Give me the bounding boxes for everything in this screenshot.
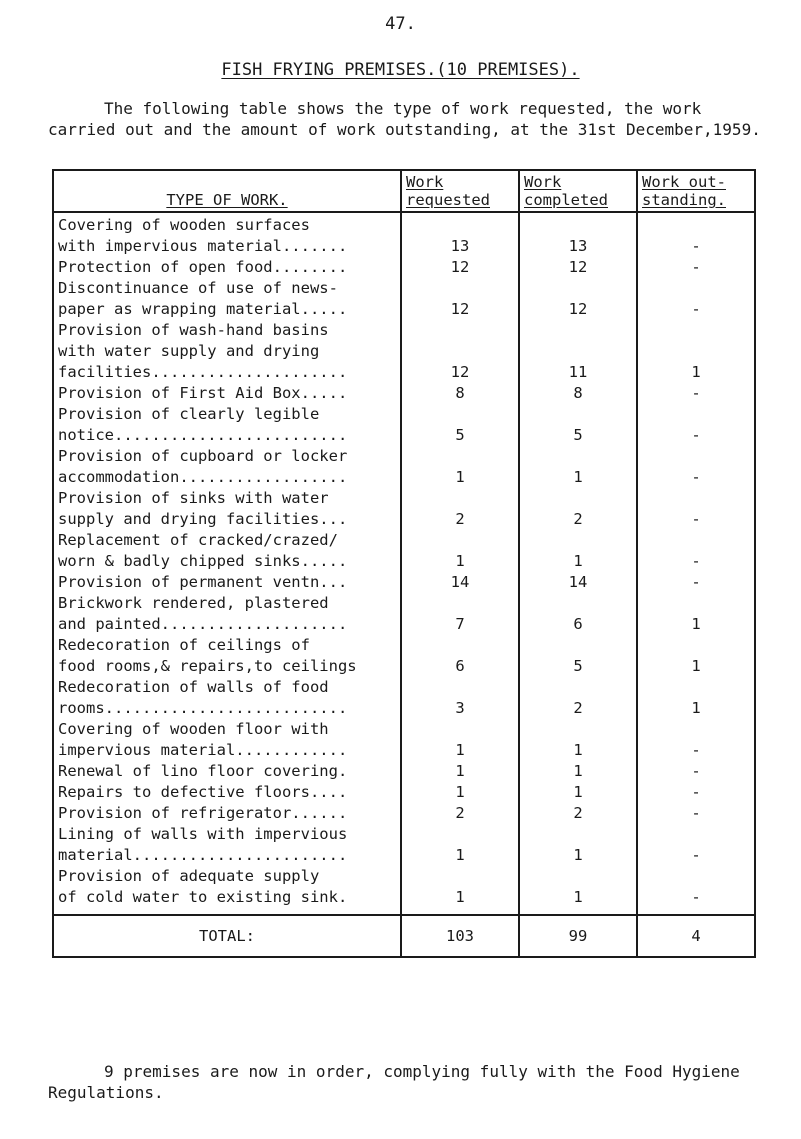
work-type-cell: Redecoration of ceilings of food rooms,& repairs,to ceilings (53, 635, 401, 677)
header-work-outstanding: Work out-standing. (637, 170, 755, 212)
work-type-cell: Provision of sinks with water supply and drying facilities... (53, 488, 401, 530)
completed-cell: 1 (519, 866, 637, 915)
table-row (53, 404, 755, 446)
requested-cell: 12 (401, 278, 519, 320)
table-row (53, 530, 755, 572)
work-type-cell: Provision of refrigerator...... (53, 803, 401, 824)
completed-cell: 5 (519, 404, 637, 446)
table-row (53, 572, 755, 593)
completed-cell: 2 (519, 677, 637, 719)
completed-cell: 2 (519, 488, 637, 530)
table-row (53, 383, 755, 404)
requested-cell: 1 (401, 866, 519, 915)
work-type-cell: Provision of cupboard or locker accommodation.................. (53, 446, 401, 488)
completed-cell: 11 (519, 320, 637, 383)
requested-cell: 8 (401, 383, 519, 404)
requested-cell: 1 (401, 530, 519, 572)
table-row (53, 278, 755, 320)
header-work-completed: Work completed (519, 170, 637, 212)
table-row (53, 593, 755, 635)
requested-cell: 1 (401, 446, 519, 488)
total-completed: 99 (519, 915, 637, 957)
table-row (53, 212, 755, 257)
work-type-cell: Protection of open food........ (53, 257, 401, 278)
work-type-cell: Renewal of lino floor covering. (53, 761, 401, 782)
completed-cell: 1 (519, 761, 637, 782)
requested-cell: 14 (401, 572, 519, 593)
requested-cell: 1 (401, 782, 519, 803)
work-table (52, 169, 756, 958)
completed-cell: 14 (519, 572, 637, 593)
table-row (53, 761, 755, 782)
outstanding-cell: - (637, 761, 755, 782)
outstanding-cell: - (637, 866, 755, 915)
completed-cell: 5 (519, 635, 637, 677)
outstanding-cell: - (637, 824, 755, 866)
table-row (53, 782, 755, 803)
outstanding-cell: 1 (637, 635, 755, 677)
total-outstanding: 4 (637, 915, 755, 957)
work-type-cell: Repairs to defective floors.... (53, 782, 401, 803)
outstanding-cell: - (637, 782, 755, 803)
outstanding-cell: - (637, 719, 755, 761)
closing-paragraph: 9 premises are now in order, complying fully with the Food Hygiene Regulations. (48, 1062, 740, 1102)
requested-cell: 6 (401, 635, 519, 677)
table-row (53, 488, 755, 530)
work-type-cell: Brickwork rendered, plastered and painted.................... (53, 593, 401, 635)
completed-cell: 13 (519, 212, 637, 257)
requested-cell: 12 (401, 257, 519, 278)
table-row (53, 824, 755, 866)
completed-cell: 6 (519, 593, 637, 635)
outstanding-cell: - (637, 572, 755, 593)
outstanding-cell: 1 (637, 677, 755, 719)
outstanding-cell: - (637, 488, 755, 530)
work-type-cell: Covering of wooden floor with impervious material............ (53, 719, 401, 761)
work-type-cell: Provision of clearly legible notice......................... (53, 404, 401, 446)
requested-cell: 2 (401, 488, 519, 530)
requested-cell: 5 (401, 404, 519, 446)
work-type-cell: Replacement of cracked/crazed/ worn & badly chipped sinks..... (53, 530, 401, 572)
work-type-cell: Provision of permanent ventn... (53, 572, 401, 593)
outstanding-cell: - (637, 257, 755, 278)
table-row (53, 446, 755, 488)
page-number: 47. (385, 14, 416, 34)
outstanding-cell: - (637, 404, 755, 446)
work-type-cell: Redecoration of walls of food rooms.......................... (53, 677, 401, 719)
outstanding-cell: - (637, 278, 755, 320)
header-type-of-work: TYPE OF WORK. (53, 170, 401, 212)
requested-cell: 13 (401, 212, 519, 257)
outstanding-cell: - (637, 383, 755, 404)
header-work-requested: Work requested (401, 170, 519, 212)
outstanding-cell: 1 (637, 593, 755, 635)
table-row (53, 719, 755, 761)
outstanding-cell: 1 (637, 320, 755, 383)
table-row (53, 320, 755, 383)
total-row (53, 915, 755, 957)
table-row (53, 866, 755, 915)
outstanding-cell: - (637, 803, 755, 824)
work-type-cell: Provision of wash-hand basins with water supply and drying facilities..................... (53, 320, 401, 383)
completed-cell: 2 (519, 803, 637, 824)
table-row (53, 635, 755, 677)
intro-paragraph: The following table shows the type of work requested, the work carried out and the amount of work outstanding, at the 31st December,1959. (48, 99, 761, 139)
total-requested: 103 (401, 915, 519, 957)
work-type-cell: Covering of wooden surfaces with impervious material....... (53, 212, 401, 257)
requested-cell: 1 (401, 761, 519, 782)
completed-cell: 1 (519, 824, 637, 866)
work-type-cell: Lining of walls with impervious material....................... (53, 824, 401, 866)
completed-cell: 1 (519, 530, 637, 572)
section-heading: FISH FRYING PREMISES.(10 PREMISES). (221, 60, 580, 80)
requested-cell: 1 (401, 719, 519, 761)
work-type-cell: Discontinuance of use of news- paper as wrapping material..... (53, 278, 401, 320)
total-label: TOTAL: (53, 915, 401, 957)
outstanding-cell: - (637, 530, 755, 572)
requested-cell: 1 (401, 824, 519, 866)
work-type-cell: Provision of adequate supply of cold water to existing sink. (53, 866, 401, 915)
requested-cell: 3 (401, 677, 519, 719)
outstanding-cell: - (637, 212, 755, 257)
table-row (53, 677, 755, 719)
completed-cell: 12 (519, 278, 637, 320)
requested-cell: 2 (401, 803, 519, 824)
completed-cell: 12 (519, 257, 637, 278)
table-header-row (53, 170, 755, 212)
completed-cell: 1 (519, 782, 637, 803)
work-type-cell: Provision of First Aid Box..... (53, 383, 401, 404)
requested-cell: 12 (401, 320, 519, 383)
outstanding-cell: - (637, 446, 755, 488)
table-row (53, 257, 755, 278)
requested-cell: 7 (401, 593, 519, 635)
completed-cell: 8 (519, 383, 637, 404)
completed-cell: 1 (519, 446, 637, 488)
table-row (53, 803, 755, 824)
completed-cell: 1 (519, 719, 637, 761)
